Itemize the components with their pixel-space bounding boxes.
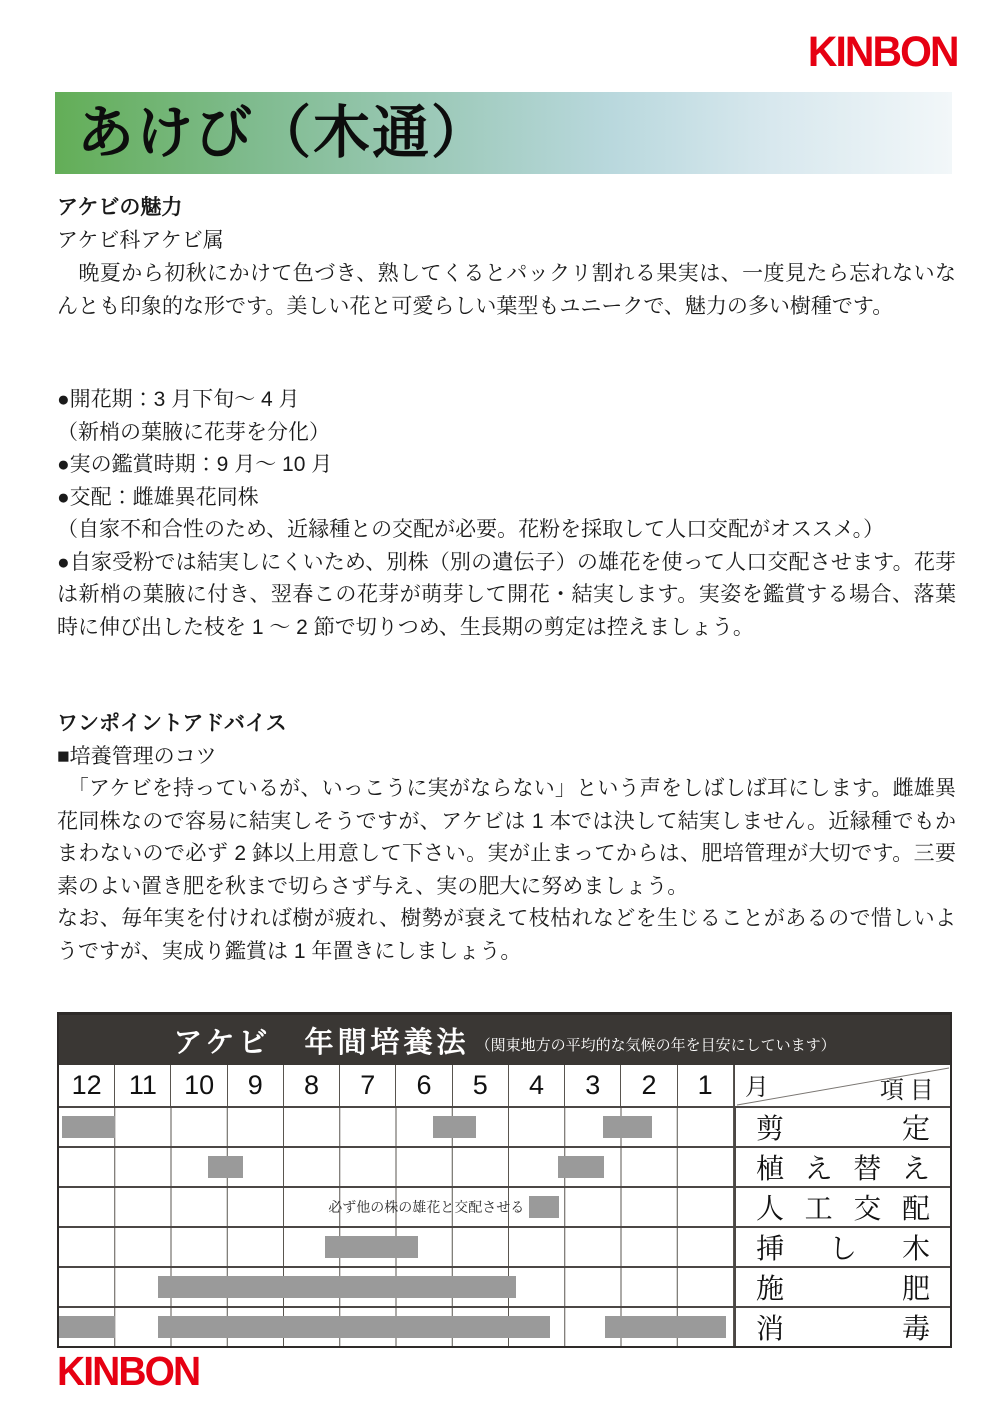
- row-label-char: 工: [804, 1193, 833, 1224]
- row-label-挿し木: [734, 1228, 950, 1266]
- row-label-char: 挿: [756, 1233, 785, 1264]
- calendar-bar: [158, 1276, 516, 1298]
- calendar-row: [59, 1108, 950, 1146]
- row-label-char: 毒: [901, 1313, 930, 1344]
- calendar-row: [59, 1266, 950, 1306]
- month-header-row: [59, 1065, 950, 1108]
- corner-cell: [734, 1065, 950, 1106]
- row-label-char: 木: [901, 1233, 930, 1264]
- calendar-row: [59, 1146, 950, 1186]
- row-label-剪定: [734, 1108, 950, 1146]
- row-label-char: 交: [853, 1193, 882, 1224]
- fact-line: ●開花期：3 月下旬～ 4 月: [57, 388, 300, 411]
- calendar-bar: [325, 1236, 418, 1258]
- advice-heading: ワンポイントアドバイス: [57, 712, 287, 735]
- month-header-cell: 3: [565, 1065, 621, 1106]
- calendar-bars-area: [59, 1188, 734, 1226]
- month-header-cell: 2: [621, 1065, 677, 1106]
- calendar-bars-area: [59, 1228, 734, 1266]
- advice-paragraph: なお、毎年実を付ければ樹が疲れ、樹勢が衰えて枝枯れなどを生じることがあるので惜しいようですが、実成り鑑賞は 1 年置きにしましょう。: [57, 907, 956, 963]
- month-header-cell: 12: [59, 1065, 115, 1106]
- row-label-char: し: [828, 1233, 857, 1264]
- fact-line: ●交配：雌雄異花同株: [57, 485, 259, 509]
- fact-line: ●実の鑑賞時期：9 月～ 10 月: [57, 453, 333, 476]
- month-header-cell: 7: [340, 1065, 396, 1106]
- month-header-cell: 11: [115, 1065, 171, 1106]
- row-label-char: え: [804, 1153, 833, 1184]
- page-title: あけび（木通）: [77, 101, 490, 165]
- row-label-char: 剪: [756, 1113, 785, 1144]
- calendar-bar: [59, 1316, 115, 1338]
- row-label-char: 人: [756, 1193, 785, 1224]
- facts-list: [57, 384, 956, 644]
- fact-line: ●自家受粉では結実しにくいため、別株（別の遺伝子）の雄花を使って人口交配させます。花芽は新梢の葉腋に付き、翌春この花芽が萌芽して開花・結実します。実姿を鑑賞する場合、落葉時に伸び出した枝を 1 ～ 2 節で切りつめ、生長期の剪定は控えましょう。: [57, 550, 956, 639]
- fact-line: （自家不和合性のため、近縁種との交配が必要。花粉を採取して人口交配がオススメ。）: [57, 518, 885, 541]
- fact-line: （新梢の葉腋に花芽を分化）: [57, 420, 330, 444]
- row-label-植え替え: [734, 1148, 950, 1186]
- intro-heading: アケビの魅力: [57, 196, 183, 219]
- title-banner: [55, 92, 952, 174]
- row-label-char: 消: [756, 1313, 785, 1344]
- month-header-cell: 8: [284, 1065, 340, 1106]
- calendar-bar: [158, 1316, 550, 1338]
- calendar-bar: [558, 1156, 604, 1178]
- row-label-char: 肥: [901, 1273, 930, 1304]
- calendar-bars-area: [59, 1108, 734, 1146]
- calendar-bars-area: [59, 1268, 734, 1306]
- row-label-char: え: [901, 1153, 930, 1184]
- month-header-cell: 6: [396, 1065, 452, 1106]
- month-header-cell: 1: [678, 1065, 734, 1106]
- calendar-bar: [62, 1116, 115, 1138]
- row-label-char: 施: [756, 1273, 785, 1304]
- month-header-cell: 4: [509, 1065, 565, 1106]
- calendar-header-band: [59, 1015, 950, 1065]
- bar-annotation: 必ず他の株の雄花と交配させる: [328, 1199, 525, 1215]
- calendar-title: アケビ 年間培養法: [173, 1026, 470, 1059]
- intro-paragraph: 晩夏から初秋にかけて色づき、熟してくるとパックリ割れる果実は、一度見たら忘れないなんとも印象的な形です。美しい花と可愛らしい葉型もユニークで、魅力の多い樹種です。: [57, 262, 956, 318]
- corner-month-label: 月: [744, 1074, 769, 1101]
- month-header-cell: 9: [228, 1065, 284, 1106]
- row-label-char: 替: [853, 1153, 882, 1184]
- row-label-char: 植: [756, 1153, 785, 1184]
- advice-subheading: ■培養管理のコツ: [57, 745, 217, 768]
- calendar-bar: [529, 1196, 558, 1218]
- calendar-row: [59, 1226, 950, 1266]
- calendar-bar: [208, 1156, 243, 1178]
- cultivation-calendar-table: [57, 1012, 952, 1348]
- calendar-rows: [59, 1108, 950, 1346]
- intro-subheading: アケビ科アケビ属: [57, 229, 224, 252]
- calendar-bar: [433, 1116, 476, 1138]
- brand-logo-bottom: KINBON: [57, 1348, 200, 1394]
- calendar-bar: [603, 1116, 653, 1138]
- corner-item-label: 項目: [879, 1077, 940, 1104]
- advice-paragraph: 「アケビを持っているが、いっこうに実がならない」という声をしばしば耳にします。雌雄異花同株なので容易に結実しそうですが、アケビは 1 本では決して結実しません。近縁種でもかまわないので必ず 2 鉢以上用意して下さい。実が止まってからは、肥培管理が大切です。三要素のよい置き肥を秋まで切らさず与え、実の肥大に努めましょう。: [57, 777, 956, 898]
- calendar-bar: [605, 1316, 726, 1338]
- calendar-row: [59, 1186, 950, 1226]
- row-label-施肥: [734, 1268, 950, 1306]
- month-header-cell: 10: [171, 1065, 227, 1106]
- row-label-char: 配: [901, 1193, 930, 1224]
- row-label-消毒: [734, 1308, 950, 1346]
- advice-paragraphs: [57, 773, 956, 968]
- calendar-title-note: （関東地方の平均的な気候の年を目安にしています）: [475, 1036, 836, 1054]
- calendar-bars-area: [59, 1148, 734, 1186]
- calendar-row: [59, 1306, 950, 1346]
- row-label-人工交配: [734, 1188, 950, 1226]
- row-label-char: 定: [901, 1113, 930, 1144]
- month-header-cell: 5: [453, 1065, 509, 1106]
- brand-logo-top: KINBON: [808, 28, 958, 76]
- calendar-bars-area: [59, 1308, 734, 1346]
